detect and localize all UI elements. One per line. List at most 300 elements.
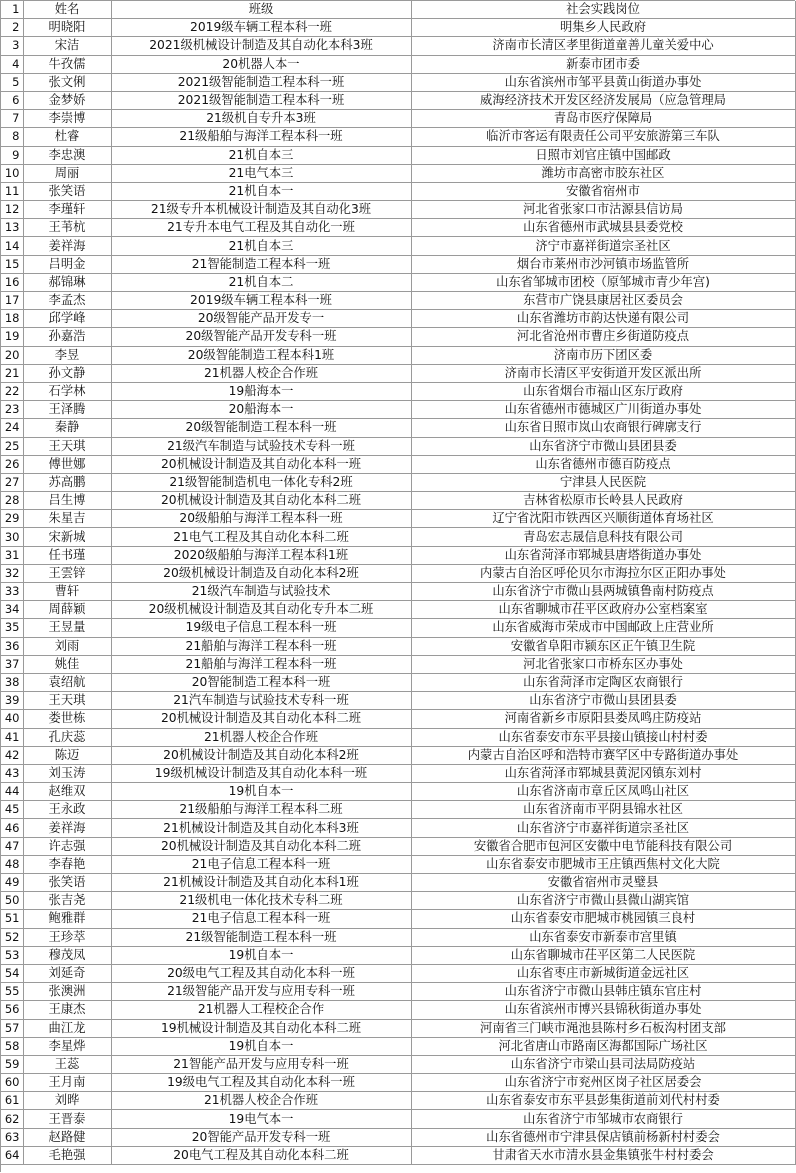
- class-name: 20智能产品开发专科一班: [111, 1128, 411, 1146]
- class-name: 21机自本二: [111, 273, 411, 291]
- table-row: [1, 892, 795, 910]
- table-row: [1, 1092, 795, 1110]
- row-number: 31: [1, 546, 23, 564]
- class-name: 20级电气工程及其自动化本科一班: [111, 964, 411, 982]
- practice-post: 河北省唐山市路南区海都国际广场社区: [411, 1037, 795, 1055]
- practice-post: 新泰市团市委: [411, 55, 795, 73]
- class-name: 2021级智能制造工程本科一班: [111, 73, 411, 91]
- practice-post: 山东省聊城市茌平区政府办公室档案室: [411, 601, 795, 619]
- table-row: [1, 292, 795, 310]
- practice-post: 济南市长清区孝里街道童善儿童关爱中心: [411, 37, 795, 55]
- practice-post: 山东省潍坊市韵达快递有限公司: [411, 310, 795, 328]
- class-name: 19机自本一: [111, 1037, 411, 1055]
- practice-post: 山东省泰安市新泰市宫里镇: [411, 928, 795, 946]
- table-row: [1, 401, 795, 419]
- practice-post: 山东省泰安市肥城市桃园镇三良村: [411, 910, 795, 928]
- row-number: 42: [1, 746, 23, 764]
- student-name: 傅世娜: [23, 455, 111, 473]
- practice-post: 威海经济技术开发区经济发展局（应急管理局: [411, 91, 795, 109]
- practice-post: 山东省菏泽市定陶区农商银行: [411, 673, 795, 691]
- practice-post: 山东省威海市荣成市中国邮政上庄营业所: [411, 619, 795, 637]
- class-name: 21电子信息工程本科一班: [111, 855, 411, 873]
- student-name: 陈迈: [23, 746, 111, 764]
- student-name: 姚佳: [23, 655, 111, 673]
- class-name: 21级专升本机械设计制造及其自动化3班: [111, 201, 411, 219]
- table-row: [1, 583, 795, 601]
- table-row: [1, 346, 795, 364]
- table-row: [1, 564, 795, 582]
- student-name: 曹轩: [23, 583, 111, 601]
- class-name: 21电气工程及其自动化本科二班: [111, 528, 411, 546]
- row-number: 57: [1, 1019, 23, 1037]
- row-number: 35: [1, 619, 23, 637]
- student-name: 苏高鹏: [23, 473, 111, 491]
- header-row: [1, 1, 795, 19]
- student-name: 李星烨: [23, 1037, 111, 1055]
- practice-post: 山东省泰安市肥城市王庄镇西焦村文化大院: [411, 855, 795, 873]
- student-name: 穆茂凤: [23, 946, 111, 964]
- practice-post: 安徽省合肥市包河区安徽中电节能科技有限公司: [411, 837, 795, 855]
- student-name: 周丽: [23, 164, 111, 182]
- row-number: 7: [1, 110, 23, 128]
- table-row: [1, 182, 795, 200]
- student-name: 朱星吉: [23, 510, 111, 528]
- row-number: 49: [1, 874, 23, 892]
- practice-post: 宁津县人民医院: [411, 473, 795, 491]
- practice-post: 山东省德州市宁津县保店镇前杨新村村委会: [411, 1128, 795, 1146]
- student-name: 刘延奇: [23, 964, 111, 982]
- practice-post: 山东省烟台市福山区东厅政府: [411, 382, 795, 400]
- student-name: 孔庆蕊: [23, 728, 111, 746]
- student-name: 秦静: [23, 419, 111, 437]
- row-number: 21: [1, 364, 23, 382]
- row-number: 1: [1, 1, 23, 19]
- student-name: 王珍萃: [23, 928, 111, 946]
- table-row: [1, 655, 795, 673]
- table-row: [1, 983, 795, 1001]
- row-number: 43: [1, 764, 23, 782]
- student-name: 李崇博: [23, 110, 111, 128]
- practice-post: 安徽省宿州市: [411, 182, 795, 200]
- row-number: 4: [1, 55, 23, 73]
- row-number: 38: [1, 673, 23, 691]
- table-row: [1, 219, 795, 237]
- practice-post: 山东省滨州市邹平县黄山街道办事处: [411, 73, 795, 91]
- row-number: 16: [1, 273, 23, 291]
- row-number: 45: [1, 801, 23, 819]
- class-name: 19电气本一: [111, 1110, 411, 1128]
- practice-post: 山东省枣庄市新城街道金远社区: [411, 964, 795, 982]
- table-row: [1, 601, 795, 619]
- practice-post: 山东省菏泽市郓城县黄泥冈镇东刘村: [411, 764, 795, 782]
- row-number: 6: [1, 91, 23, 109]
- row-number: 12: [1, 201, 23, 219]
- table-row: [1, 637, 795, 655]
- table-row: [1, 110, 795, 128]
- student-name: 王雲锌: [23, 564, 111, 582]
- class-name: 21智能产品开发与应用专科一班: [111, 1055, 411, 1073]
- row-number: 30: [1, 528, 23, 546]
- table-row: [1, 910, 795, 928]
- student-name: 宋洁: [23, 37, 111, 55]
- student-name: 曲江龙: [23, 1019, 111, 1037]
- table-row: [1, 855, 795, 873]
- class-name: 20机械设计制造及其自动化本科二班: [111, 492, 411, 510]
- student-name: 刘玉涛: [23, 764, 111, 782]
- student-name: 赵维双: [23, 783, 111, 801]
- row-number: 27: [1, 473, 23, 491]
- practice-post: 山东省济宁市微山县微山湖宾馆: [411, 892, 795, 910]
- row-number: 14: [1, 237, 23, 255]
- class-name: 2021级智能制造工程本科一班: [111, 91, 411, 109]
- practice-post: 山东省济宁市微山县韩庄镇东官庄村: [411, 983, 795, 1001]
- practice-post: 山东省济宁市兖州区岗子社区居委会: [411, 1074, 795, 1092]
- table-row: [1, 764, 795, 782]
- class-name: 21船舶与海洋工程本科一班: [111, 655, 411, 673]
- table-row: [1, 710, 795, 728]
- class-name: 19机械设计制造及其自动化本科二班: [111, 1019, 411, 1037]
- student-name: 李孟杰: [23, 292, 111, 310]
- header-class: 班级: [111, 1, 411, 19]
- row-number: 54: [1, 964, 23, 982]
- row-number: 47: [1, 837, 23, 855]
- row-number: 33: [1, 583, 23, 601]
- class-name: 20电气工程及其自动化本科二班: [111, 1146, 411, 1164]
- class-name: 21机器人校企合作班: [111, 1092, 411, 1110]
- student-name: 石学林: [23, 382, 111, 400]
- student-name: 李瑾轩: [23, 201, 111, 219]
- row-number: 34: [1, 601, 23, 619]
- class-name: 20级机械设计制造及其自动化专升本二班: [111, 601, 411, 619]
- row-number: 10: [1, 164, 23, 182]
- table-row: [1, 473, 795, 491]
- student-name: 周薛颖: [23, 601, 111, 619]
- table-row: [1, 946, 795, 964]
- student-name: 牛孜儒: [23, 55, 111, 73]
- student-name: 邱学峰: [23, 310, 111, 328]
- row-number: 5: [1, 73, 23, 91]
- class-name: 20级智能产品开发专一: [111, 310, 411, 328]
- practice-post: 济南市长清区平安街道开发区派出所: [411, 364, 795, 382]
- row-number: 62: [1, 1110, 23, 1128]
- practice-post: 山东省济南市章丘区凤鸣山社区: [411, 783, 795, 801]
- row-number: 3: [1, 37, 23, 55]
- student-name: 鲍雅群: [23, 910, 111, 928]
- student-name: 姜祥海: [23, 237, 111, 255]
- practice-post: 山东省济宁市微山县两城镇鲁南村防疫点: [411, 583, 795, 601]
- row-number: 58: [1, 1037, 23, 1055]
- row-number: 29: [1, 510, 23, 528]
- practice-post: 东营市广饶县康居社区委员会: [411, 292, 795, 310]
- table-row: [1, 874, 795, 892]
- table-row: [1, 492, 795, 510]
- class-name: 19机自本一: [111, 783, 411, 801]
- practice-post: 山东省德州市武城县县委党校: [411, 219, 795, 237]
- practice-post: 烟台市莱州市沙河镇市场监管所: [411, 255, 795, 273]
- student-name: 姜祥海: [23, 819, 111, 837]
- practice-post: 青岛市医疗保障局: [411, 110, 795, 128]
- student-name: 刘雨: [23, 637, 111, 655]
- row-number: 63: [1, 1128, 23, 1146]
- student-name: 王苇杭: [23, 219, 111, 237]
- student-name: 明晓阳: [23, 19, 111, 37]
- row-number: 41: [1, 728, 23, 746]
- table-row: [1, 419, 795, 437]
- practice-post: 山东省德州市德百防疫点: [411, 455, 795, 473]
- practice-post: 山东省济宁市微山县团县委: [411, 437, 795, 455]
- table-row: [1, 1037, 795, 1055]
- practice-post: 甘肃省天水市清水县金集镇张牛村村委会: [411, 1146, 795, 1164]
- table-row: [1, 801, 795, 819]
- class-name: 21电气本三: [111, 164, 411, 182]
- table-row: [1, 510, 795, 528]
- class-name: 21机械设计制造及其自动化本科3班: [111, 819, 411, 837]
- student-name: 王天琪: [23, 692, 111, 710]
- table-row: [1, 201, 795, 219]
- student-name: 赵路健: [23, 1128, 111, 1146]
- table-row: [1, 273, 795, 291]
- row-number: 32: [1, 564, 23, 582]
- row-number: 39: [1, 692, 23, 710]
- row-number: 22: [1, 382, 23, 400]
- student-name: 孙嘉浩: [23, 328, 111, 346]
- table-row: [1, 128, 795, 146]
- practice-post: 山东省邹城市团校（原邹城市青少年宫): [411, 273, 795, 291]
- student-name: 袁绍航: [23, 673, 111, 691]
- table-row: [1, 364, 795, 382]
- class-name: 21机自本三: [111, 146, 411, 164]
- practice-post: 内蒙古自治区呼和浩特市赛罕区中专路街道办事处: [411, 746, 795, 764]
- row-number: 26: [1, 455, 23, 473]
- student-name: 刘晔: [23, 1092, 111, 1110]
- table-row: [1, 382, 795, 400]
- student-name: 许志强: [23, 837, 111, 855]
- student-name: 娄世栋: [23, 710, 111, 728]
- practice-post: 山东省泰安市东平县彭集街道前刘代村村委: [411, 1092, 795, 1110]
- student-name: 吕明金: [23, 255, 111, 273]
- row-number: 20: [1, 346, 23, 364]
- student-name: 李忠澳: [23, 146, 111, 164]
- row-number: 46: [1, 819, 23, 837]
- class-name: 21级机电一体化技术专科二班: [111, 892, 411, 910]
- student-name: 王永政: [23, 801, 111, 819]
- row-number: 60: [1, 1074, 23, 1092]
- table-row: [1, 692, 795, 710]
- student-name: 王月南: [23, 1074, 111, 1092]
- row-number: 23: [1, 401, 23, 419]
- table-row: [1, 819, 795, 837]
- practice-post: 山东省德州市德城区广川街道办事处: [411, 401, 795, 419]
- student-name: 王康杰: [23, 1001, 111, 1019]
- table-row: [1, 73, 795, 91]
- student-name: 任书瑾: [23, 546, 111, 564]
- practice-post: 山东省济宁市梁山县司法局防疫站: [411, 1055, 795, 1073]
- student-name: 王晋泰: [23, 1110, 111, 1128]
- practice-post: 山东省济南市平阴县锦水社区: [411, 801, 795, 819]
- table-row: [1, 546, 795, 564]
- row-number: 51: [1, 910, 23, 928]
- practice-post: 河北省沧州市曹庄乡街道防疫点: [411, 328, 795, 346]
- table-row: [1, 964, 795, 982]
- student-name: 孙文静: [23, 364, 111, 382]
- table-row: [1, 1001, 795, 1019]
- class-name: 20级船舶与海洋工程本科一班: [111, 510, 411, 528]
- class-name: 21船舶与海洋工程本科一班: [111, 637, 411, 655]
- class-name: 19级机械设计制造及其自动化本科一班: [111, 764, 411, 782]
- class-name: 20智能制造工程本科一班: [111, 673, 411, 691]
- class-name: 21级智能制造机电一体化专科2班: [111, 473, 411, 491]
- practice-post: 河北省张家口市沽源县信访局: [411, 201, 795, 219]
- practice-post: 日照市刘官庄镇中国邮政: [411, 146, 795, 164]
- class-name: 21级机自专升本3班: [111, 110, 411, 128]
- table-row: [1, 19, 795, 37]
- row-number: 53: [1, 946, 23, 964]
- row-number: 61: [1, 1092, 23, 1110]
- row-number: 59: [1, 1055, 23, 1073]
- class-name: 21级船舶与海洋工程本科一班: [111, 128, 411, 146]
- row-number: 13: [1, 219, 23, 237]
- table-row: [1, 746, 795, 764]
- table-row: [1, 1074, 795, 1092]
- class-name: 21级汽车制造与试验技术专科一班: [111, 437, 411, 455]
- class-name: 21专升本电气工程及其自动化一班: [111, 219, 411, 237]
- student-name: 宋新城: [23, 528, 111, 546]
- row-number: 44: [1, 783, 23, 801]
- student-name: 毛艳强: [23, 1146, 111, 1164]
- class-name: 2019级车辆工程本科一班: [111, 19, 411, 37]
- class-name: 20级机械设计制造及自动化本科2班: [111, 564, 411, 582]
- student-name: 李春艳: [23, 855, 111, 873]
- practice-post: 山东省泰安市东平县接山镇接山村村委: [411, 728, 795, 746]
- row-number: 17: [1, 292, 23, 310]
- row-number: 24: [1, 419, 23, 437]
- practice-post: 内蒙古自治区呼伦贝尔市海拉尔区正阳办事处: [411, 564, 795, 582]
- student-name: 李昱: [23, 346, 111, 364]
- student-name: 张吉尧: [23, 892, 111, 910]
- class-name: 19船海本一: [111, 382, 411, 400]
- student-name: 吕生博: [23, 492, 111, 510]
- practice-post: 山东省日照市岚山农商银行碑廓支行: [411, 419, 795, 437]
- table-row: [1, 437, 795, 455]
- row-number: 9: [1, 146, 23, 164]
- practice-post: 山东省菏泽市郓城县唐塔街道办事处: [411, 546, 795, 564]
- row-number: 37: [1, 655, 23, 673]
- class-name: 21级智能产品开发与应用专科一班: [111, 983, 411, 1001]
- class-name: 21机器人工程校企合作: [111, 1001, 411, 1019]
- row-number: 64: [1, 1146, 23, 1164]
- row-number: 28: [1, 492, 23, 510]
- class-name: 21机器人校企合作班: [111, 728, 411, 746]
- practice-post: 山东省滨州市博兴县锦秋街道办事处: [411, 1001, 795, 1019]
- row-number: 36: [1, 637, 23, 655]
- row-number: 52: [1, 928, 23, 946]
- practice-post: 临沂市客运有限责任公司平安旅游第三车队: [411, 128, 795, 146]
- practice-table: [1, 1, 796, 1165]
- student-name: 张文俐: [23, 73, 111, 91]
- row-number: 18: [1, 310, 23, 328]
- class-name: 2020级船舶与海洋工程本科1班: [111, 546, 411, 564]
- header-name: 姓名: [23, 1, 111, 19]
- class-name: 2021级机械设计制造及其自动化本科3班: [111, 37, 411, 55]
- row-number: 11: [1, 182, 23, 200]
- table-row: [1, 164, 795, 182]
- class-name: 19级电子信息工程本科一班: [111, 619, 411, 637]
- practice-post: 山东省济宁市嘉祥街道宗圣社区: [411, 819, 795, 837]
- table-row: [1, 255, 795, 273]
- row-number: 56: [1, 1001, 23, 1019]
- class-name: 20机械设计制造及其自动化本科一班: [111, 455, 411, 473]
- class-name: 21机械设计制造及其自动化本科1班: [111, 874, 411, 892]
- class-name: 21电子信息工程本科一班: [111, 910, 411, 928]
- table-row: [1, 1146, 795, 1164]
- class-name: 21机自本一: [111, 182, 411, 200]
- header-post: 社会实践岗位: [411, 1, 795, 19]
- row-number: 2: [1, 19, 23, 37]
- table-row: [1, 328, 795, 346]
- table-row: [1, 91, 795, 109]
- table-row: [1, 528, 795, 546]
- class-name: 20级智能产品开发专科一班: [111, 328, 411, 346]
- table-row: [1, 928, 795, 946]
- table-row: [1, 55, 795, 73]
- table-row: [1, 237, 795, 255]
- practice-post: 潍坊市高密市胶东社区: [411, 164, 795, 182]
- practice-post: 安徽省阜阳市颍东区正午镇卫生院: [411, 637, 795, 655]
- class-name: 19机自本一: [111, 946, 411, 964]
- student-name: 王泽腾: [23, 401, 111, 419]
- class-name: 20机器人本一: [111, 55, 411, 73]
- class-name: 20机械设计制造及其自动化本科二班: [111, 710, 411, 728]
- class-name: 21机自本三: [111, 237, 411, 255]
- class-name: 20级智能制造工程本科一班: [111, 419, 411, 437]
- class-name: 19级电气工程及其自动化本科一班: [111, 1074, 411, 1092]
- class-name: 20机械设计制造及其自动化本科2班: [111, 746, 411, 764]
- class-name: 2019级车辆工程本科一班: [111, 292, 411, 310]
- student-name: 王昱量: [23, 619, 111, 637]
- practice-post: 明集乡人民政府: [411, 19, 795, 37]
- practice-post: 河南省新乡市原阳县娄凤鸣庄防疫站: [411, 710, 795, 728]
- row-number: 55: [1, 983, 23, 1001]
- table-row: [1, 146, 795, 164]
- row-number: 8: [1, 128, 23, 146]
- student-name: 王蕊: [23, 1055, 111, 1073]
- row-number: 25: [1, 437, 23, 455]
- practice-post: 济南市历下团区委: [411, 346, 795, 364]
- student-name: 杜睿: [23, 128, 111, 146]
- row-number: 15: [1, 255, 23, 273]
- class-name: 21智能制造工程本科一班: [111, 255, 411, 273]
- student-name: 张笑语: [23, 874, 111, 892]
- class-name: 21级汽车制造与试验技术: [111, 583, 411, 601]
- practice-post: 辽宁省沈阳市铁西区兴顺街道体育场社区: [411, 510, 795, 528]
- class-name: 21汽车制造与试验技术专科一班: [111, 692, 411, 710]
- table-row: [1, 1019, 795, 1037]
- table-row: [1, 619, 795, 637]
- practice-post: 河北省张家口市桥东区办事处: [411, 655, 795, 673]
- row-number: 19: [1, 328, 23, 346]
- table-row: [1, 37, 795, 55]
- student-name: 王天琪: [23, 437, 111, 455]
- class-name: 21机器人校企合作班: [111, 364, 411, 382]
- table-row: [1, 455, 795, 473]
- practice-post: 山东省济宁市邹城市农商银行: [411, 1110, 795, 1128]
- practice-post: 山东省聊城市茌平区第二人民医院: [411, 946, 795, 964]
- class-name: 21级智能制造工程本科一班: [111, 928, 411, 946]
- practice-post: 济宁市嘉祥街道宗圣社区: [411, 237, 795, 255]
- practice-post: 吉林省松原市长岭县人民政府: [411, 492, 795, 510]
- row-number: 40: [1, 710, 23, 728]
- table-row: [1, 1128, 795, 1146]
